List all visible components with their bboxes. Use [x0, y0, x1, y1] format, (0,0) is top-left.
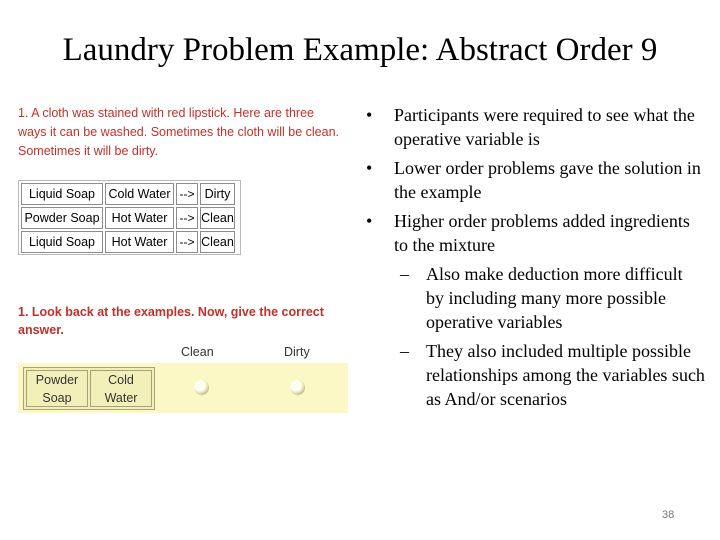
sub-bullet-item: [360, 339, 705, 411]
example-row: [21, 183, 239, 205]
bullet-text: Participants were required to see what the operative variable is: [394, 105, 695, 149]
page-number: 38: [662, 509, 675, 521]
example-soap-cell: Powder Soap: [21, 207, 103, 229]
answer-water-cell: Cold Water: [90, 370, 152, 407]
example-row: [21, 231, 239, 253]
example-arrow-cell: -->: [176, 231, 198, 253]
bullet-marker: •: [366, 158, 373, 178]
example-water-cell: Hot Water: [105, 231, 174, 253]
answer-condition-box: [23, 367, 155, 410]
sub-bullet-marker: –: [400, 264, 409, 284]
examples-table: [18, 180, 241, 255]
sub-bullet-text: Also make deduction more difficult by including many more possible operative variables: [426, 264, 683, 332]
question-1-text: 1. A cloth was stained with red lipstick. Here are three ways it can be washed. Sometimes the cloth will be clean. Sometimes it will be dirty.: [18, 106, 339, 158]
answer-header: [18, 345, 348, 363]
example-arrow-cell: -->: [176, 183, 198, 205]
bullet-item: [360, 103, 705, 151]
bullet-text: Lower order problems gave the solution in the example: [394, 158, 701, 202]
slide-title: Laundry Problem Example: Abstract Order 9: [62, 32, 658, 68]
bullet-item: [360, 209, 705, 257]
example-row: [21, 207, 239, 229]
sub-bullet-marker: –: [400, 341, 409, 361]
example-result-cell: Clean: [200, 231, 235, 253]
example-soap-cell: Liquid Soap: [21, 231, 103, 253]
bullet-item: [360, 156, 705, 204]
problem-panel: [18, 104, 348, 405]
example-water-cell: Cold Water: [105, 183, 174, 205]
example-result-cell: Clean: [200, 207, 235, 229]
bullet-marker: •: [366, 211, 373, 231]
answer-row: [18, 363, 348, 413]
clean-radio-button[interactable]: [194, 380, 209, 395]
example-arrow-cell: -->: [176, 207, 198, 229]
bullet-marker: •: [366, 105, 373, 125]
dirty-radio-button[interactable]: [290, 380, 305, 395]
answer-soap-cell: Powder Soap: [26, 370, 88, 407]
example-result-cell: Dirty: [200, 183, 235, 205]
dirty-header: Dirty: [284, 345, 310, 359]
sub-bullet-text: They also included multiple possible relationships among the variables such as And/or scenarios: [426, 341, 705, 409]
bullet-list: [360, 103, 705, 416]
example-soap-cell: Liquid Soap: [21, 183, 103, 205]
example-water-cell: Hot Water: [105, 207, 174, 229]
clean-header: Clean: [181, 345, 214, 359]
bullet-text: Higher order problems added ingredients to the mixture: [394, 211, 690, 255]
sub-bullet-item: [360, 262, 705, 334]
question-2-text: 1. Look back at the examples. Now, give the correct answer.: [18, 305, 324, 337]
